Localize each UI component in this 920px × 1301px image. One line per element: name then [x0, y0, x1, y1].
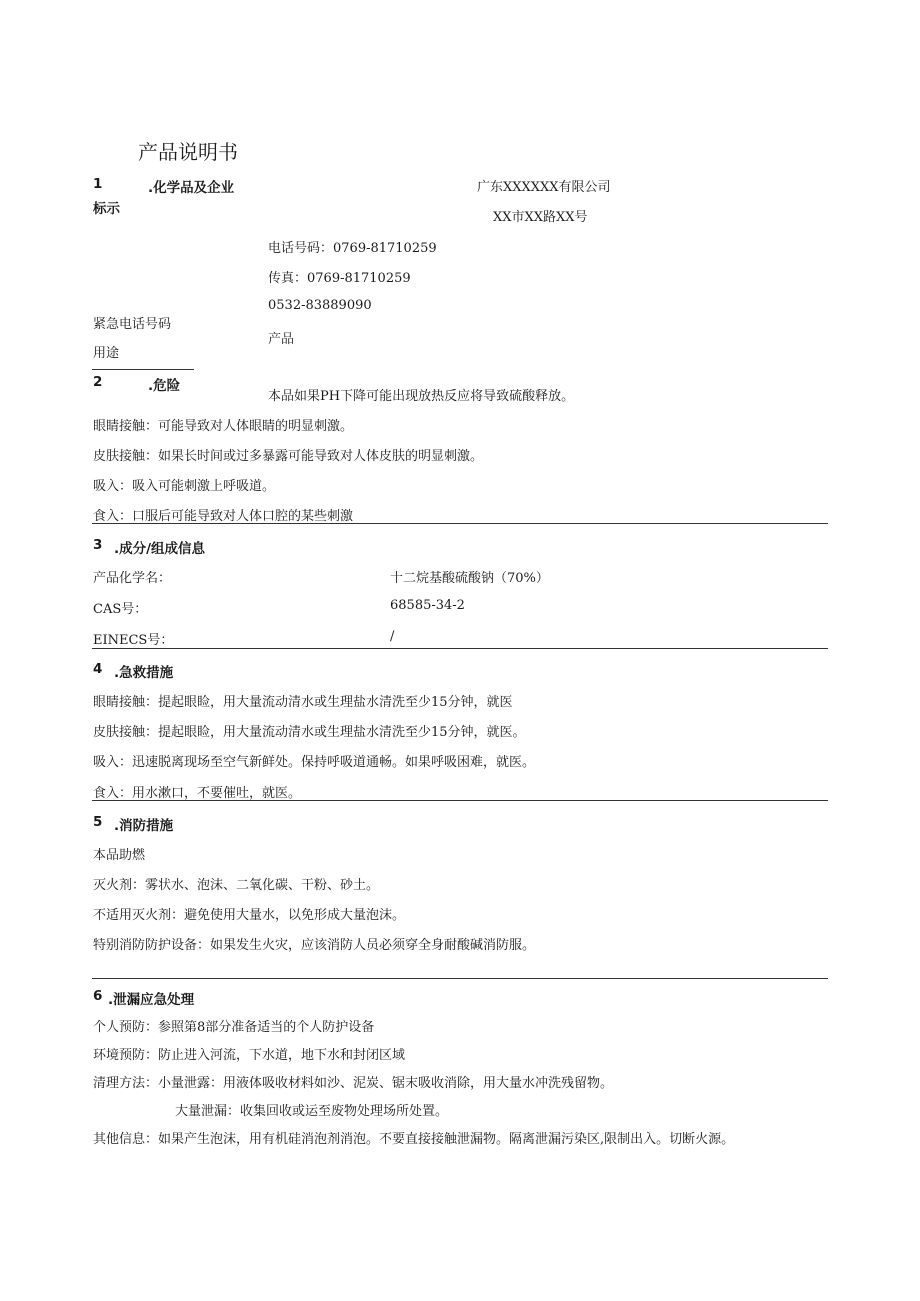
section-1-heading: .化学品及企业	[148, 180, 235, 196]
composition-label: CAS号：	[93, 602, 148, 617]
emergency-phone-value: 0532-83889090	[268, 298, 372, 313]
company-name: 广东XXXXXX有限公司	[477, 180, 611, 195]
firstaid-skin: 皮肤接触：提起眼睑，用大量流动清水或生理盐水清洗至少15分钟，就医。	[93, 725, 526, 740]
section-3-heading: .成分/组成信息	[114, 541, 206, 557]
spill-personal-precautions: 个人预防：参照第8部分准备适当的个人防护设备	[93, 1020, 375, 1035]
spill-cleanup-small: 清理方法：小量泄露：用液体吸收材料如沙、泥炭、锯末吸收消除，用大量水冲洗残留物。	[93, 1076, 614, 1091]
section-1-heading-cont: 标示	[93, 201, 120, 217]
firstaid-inhalation: 吸入：迅速脱离现场至空气新鲜处。保持呼吸道通畅。如果呼吸困难，就医。	[93, 755, 536, 770]
fire-flammability: 本品助燃	[93, 848, 146, 863]
composition-value: /	[390, 629, 395, 644]
firstaid-eye: 眼睛接触：提起眼睑，用大量流动清水或生理盐水清洗至少15分钟，就医	[93, 695, 513, 710]
section-6-heading: .泄漏应急处理	[108, 992, 195, 1008]
section-1-number: 1	[93, 176, 103, 192]
section-4-number: 4	[93, 661, 103, 677]
section-5-number: 5	[93, 814, 103, 830]
section-1-divider	[92, 369, 194, 370]
section-5-heading: .消防措施	[114, 818, 174, 834]
section-2-number: 2	[93, 374, 103, 390]
composition-label: 产品化学名：	[93, 571, 172, 586]
section-6-number: 6	[93, 988, 103, 1004]
composition-value: 68585-34-2	[390, 598, 465, 613]
use-label: 用途	[93, 346, 120, 361]
section-2-heading: .危险	[148, 378, 181, 394]
section-3-divider	[92, 648, 828, 649]
composition-label: EINECS号：	[93, 633, 174, 648]
fire-extinguishing-media: 灭火剂：雾状水、泡沫、二氧化碳、干粉、砂土。	[93, 878, 380, 893]
section-5-divider	[92, 978, 828, 979]
spill-cleanup-large: 大量泄漏：收集回收或运至废物处理场所处置。	[175, 1104, 449, 1119]
hazard-skin: 皮肤接触：如果长时间或过多暴露可能导致对人体皮肤的明显刺激。	[93, 449, 484, 464]
hazard-summary: 本品如果PH下降可能出现放热反应将导致硫酸释放。	[268, 389, 575, 404]
spill-other-info: 其他信息：如果产生泡沫，用有机硅消泡剂消泡。不要直接接触泄漏物。隔离泄漏污染区,限制出入。切断火源。	[93, 1132, 735, 1147]
composition-value: 十二烷基酸硫酸钠（70%）	[390, 571, 549, 586]
hazard-ingestion: 食入：口服后可能导致对人体口腔的某些刺激	[93, 509, 354, 524]
fire-unsuitable-media: 不适用灭火剂：避免使用大量水，以免形成大量泡沫。	[93, 908, 406, 923]
section-4-divider	[92, 800, 828, 801]
emergency-phone-label: 紧急电话号码	[93, 317, 172, 332]
hazard-eye: 眼睛接触：可能导致对人体眼睛的明显刺激。	[93, 419, 354, 434]
company-phone: 电话号码：0769-81710259	[268, 241, 437, 256]
section-2-divider	[92, 523, 828, 524]
hazard-inhalation: 吸入：吸入可能刺激上呼吸道。	[93, 479, 276, 494]
page-title: 产品说明书	[138, 140, 238, 164]
fire-protective-equipment: 特别消防防护设备：如果发生火灾，应该消防人员必须穿全身耐酸碱消防服。	[93, 938, 536, 953]
section-3-number: 3	[93, 537, 103, 553]
company-address: XX市XX路XX号	[493, 210, 588, 225]
use-value: 产品	[268, 332, 295, 347]
company-fax: 传真：0769-81710259	[268, 271, 411, 286]
spill-environmental-precautions: 环境预防：防止进入河流，下水道，地下水和封闭区域	[93, 1048, 406, 1063]
firstaid-ingestion: 食入：用水漱口，不要催吐，就医。	[93, 786, 302, 801]
section-4-heading: .急救措施	[114, 665, 174, 681]
